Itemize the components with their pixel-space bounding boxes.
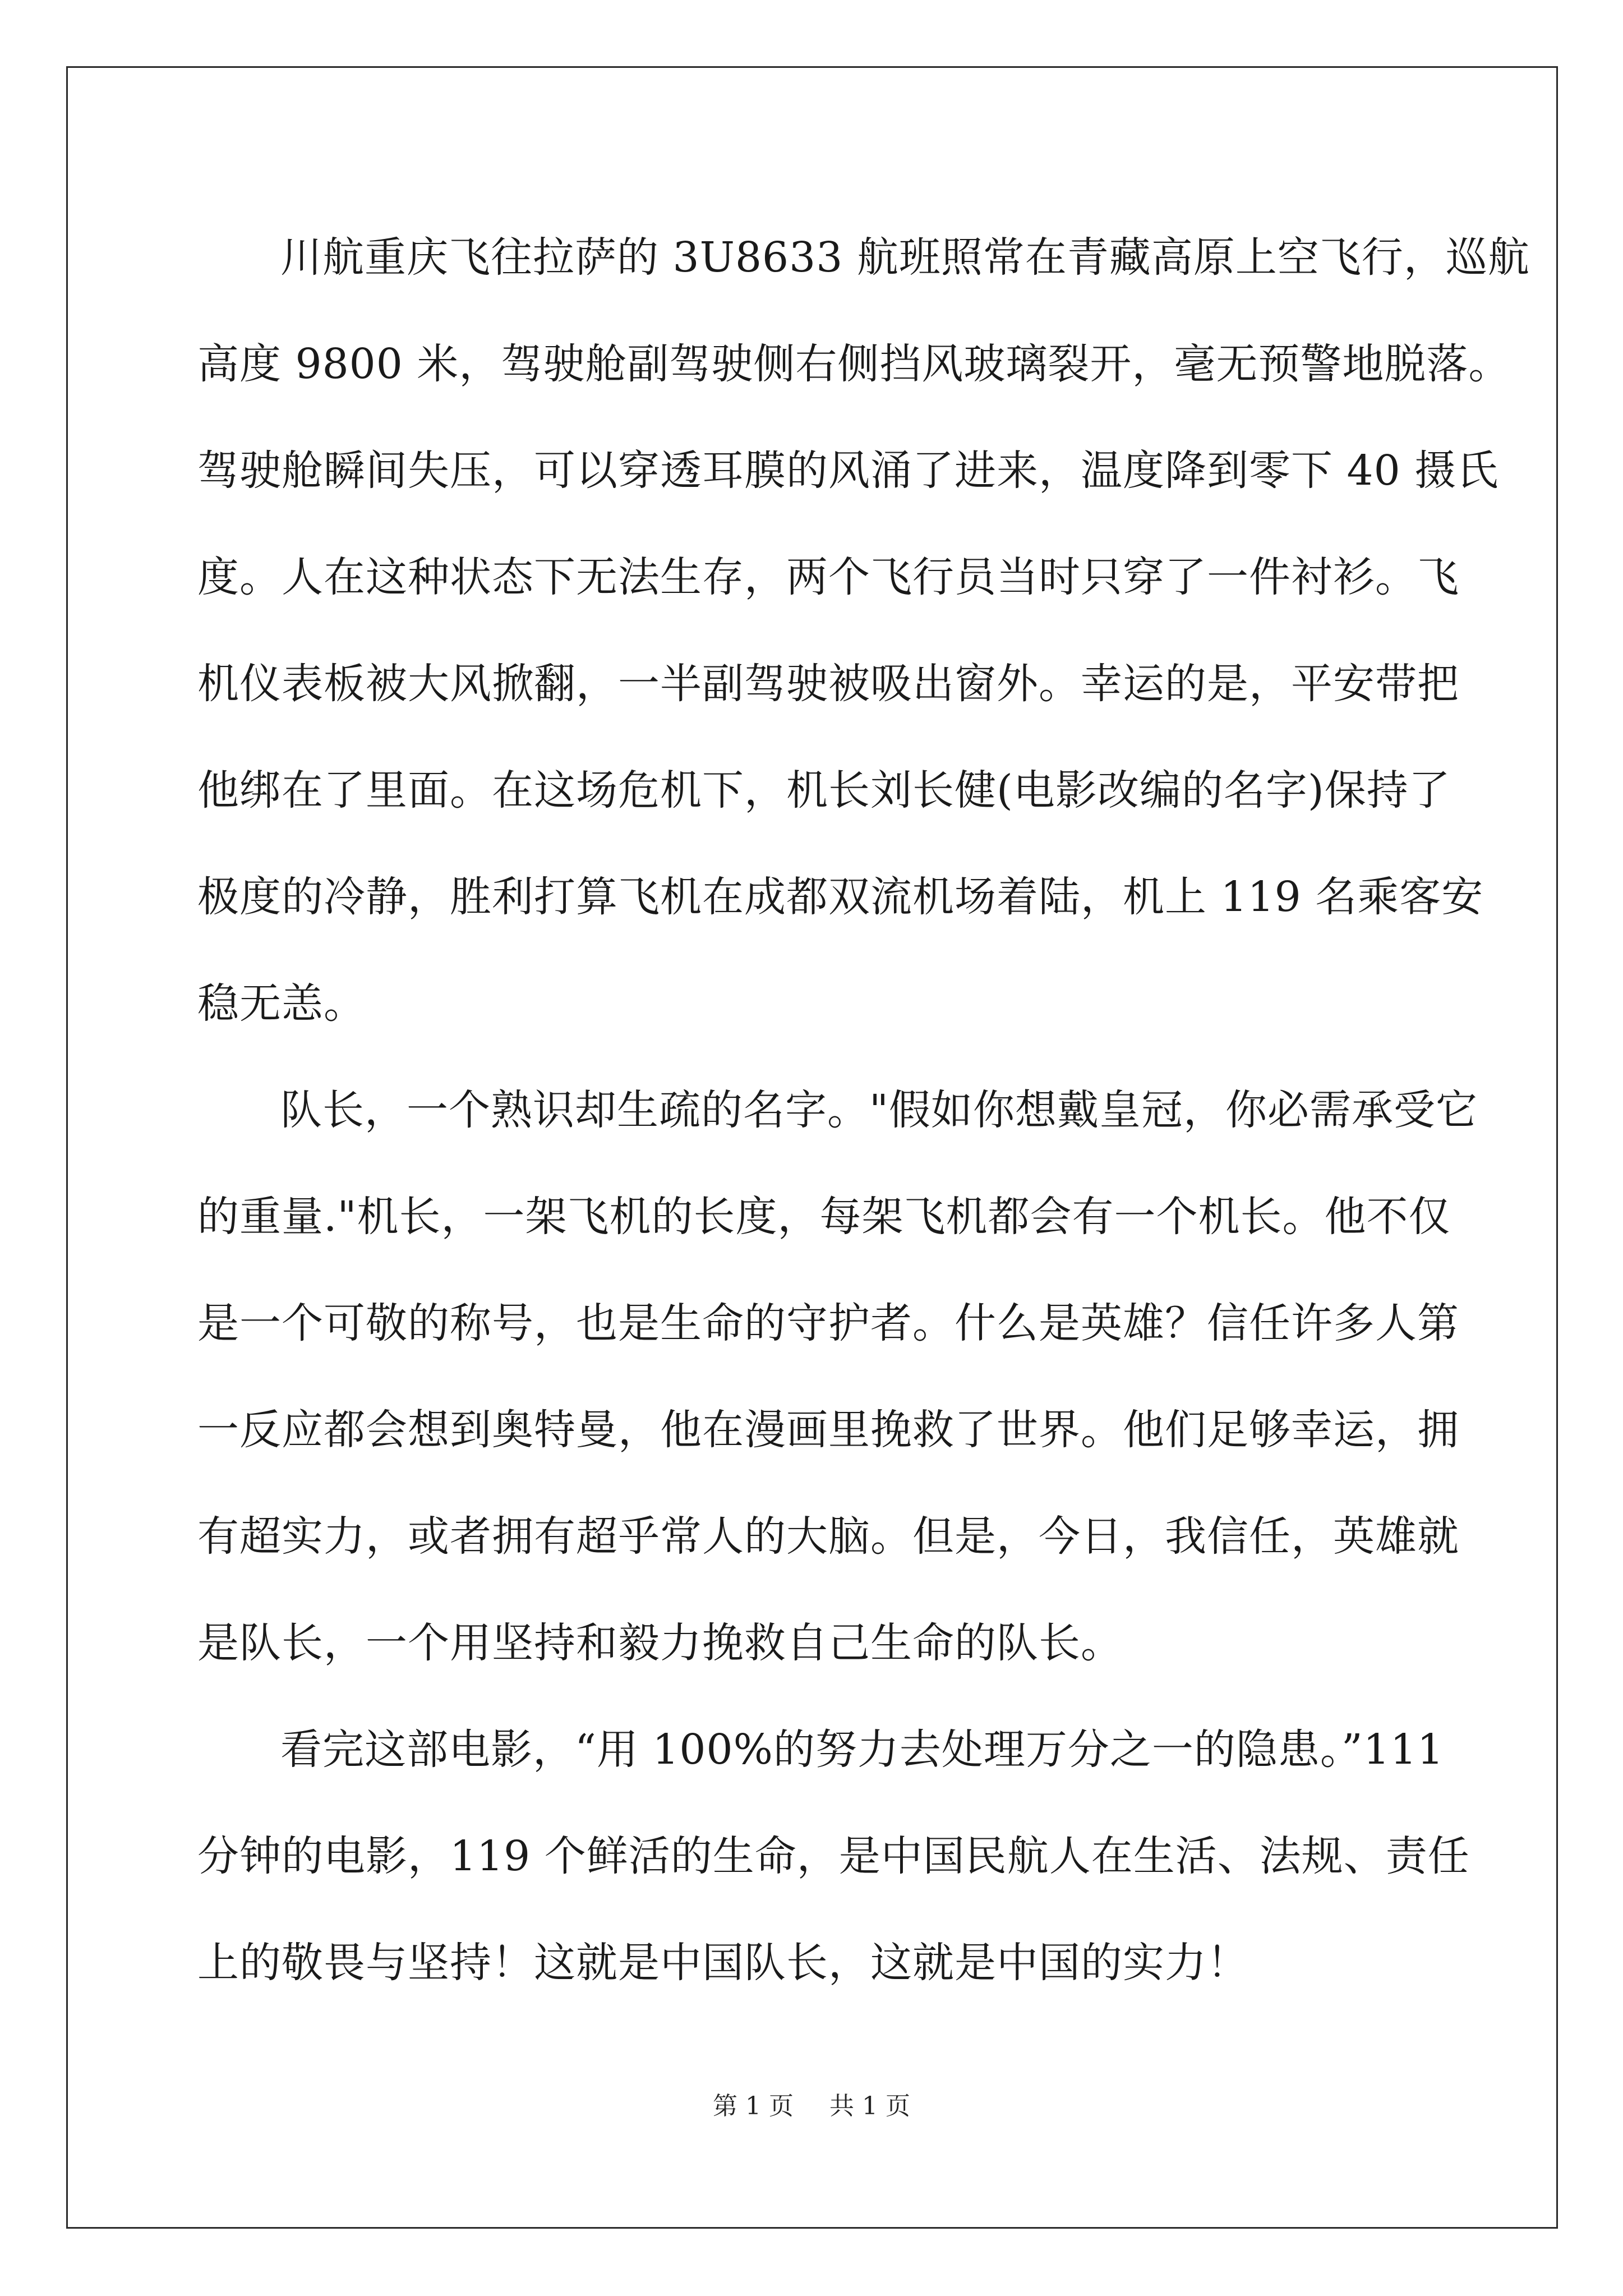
paragraph-2 (197, 1057, 1478, 1696)
text-line: 上的敬畏与坚持！这就是中国队长，这就是中国的实力！ (197, 1939, 1249, 1987)
text-line: 看完这部电影，“用 100%的努力去处理万分之一的隐患。”111 (280, 1726, 1444, 1774)
text-line: 极度的冷静，胜利打算飞机在成都双流机场着陆，机上 119 名乘客安 (197, 873, 1484, 921)
text-line: 一反应都会想到奥特曼，他在漫画里挽救了世界。他们足够幸运，拥 (197, 1406, 1459, 1454)
text-line: 有超实力，或者拥有超乎常人的大脑。但是，今日，我信任，英雄就 (197, 1512, 1459, 1561)
text-line: 机仪表板被大风掀翻，一半副驾驶被吸出窗外。幸运的是，平安带把 (197, 660, 1459, 708)
text-line: 稳无恙。 (197, 979, 366, 1028)
page-number: 第 1 页 (713, 2092, 794, 2120)
text-line: 队长，一个熟识却生疏的名字。"假如你想戴皇冠，你必需承受它 (280, 1086, 1478, 1134)
text-line: 度。人在这种状态下无法生存，两个飞行员当时只穿了一件衬衫。飞 (197, 553, 1459, 601)
paragraph-3 (197, 1696, 1470, 2016)
text-line: 是一个可敬的称号，也是生命的守护者。什么是英雄？信任许多人第 (197, 1299, 1459, 1347)
text-line: 分钟的电影，119 个鲜活的生命，是中国民航人在生活、法规、责任 (197, 1832, 1470, 1880)
text-line: 高度 9800 米，驾驶舱副驾驶侧右侧挡风玻璃裂开，毫无预警地脱落。 (197, 340, 1511, 388)
text-line: 川航重庆飞往拉萨的 3U8633 航班照常在青藏高原上空飞行，巡航 (280, 233, 1530, 282)
page-total: 共 1 页 (829, 2092, 910, 2120)
text-line: 是队长，一个用坚持和毅力挽救自己生命的队长。 (197, 1619, 1123, 1667)
text-line: 的重量."机长，一架飞机的长度，每架飞机都会有一个机长。他不仅 (197, 1193, 1451, 1241)
text-line: 他绑在了里面。在这场危机下，机长刘长健(电影改编的名字)保持了 (197, 766, 1451, 815)
page-footer (0, 2090, 1623, 2123)
document-body (197, 204, 1530, 2016)
text-line: 驾驶舱瞬间失压，可以穿透耳膜的风涌了进来，温度降到零下 40 摄氏 (197, 447, 1499, 495)
paragraph-1 (197, 204, 1530, 1057)
